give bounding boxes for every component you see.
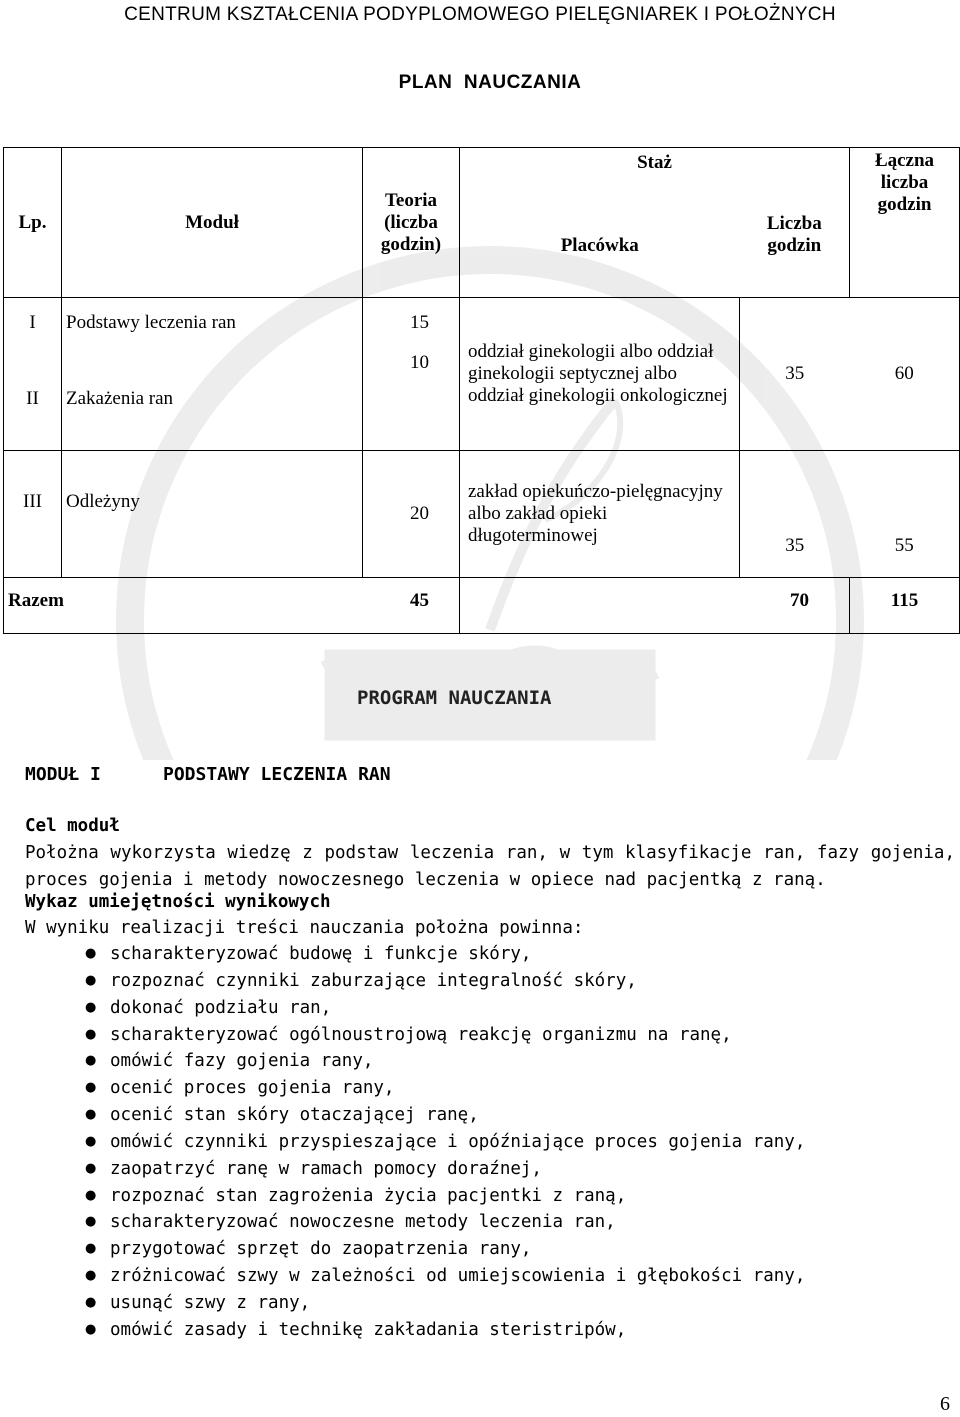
- row-modul: Zakażenia ran: [62, 348, 363, 451]
- bullet-icon: ●: [85, 1268, 97, 1284]
- plan-title: PLAN NAUCZANIA: [398, 72, 582, 93]
- header-modul: Moduł: [62, 148, 363, 298]
- list-item: ● scharakteryzować budowę i funkcje skóry,: [85, 941, 805, 968]
- institution-header: CENTRUM KSZTAŁCENIA PODYPLOMOWEGO PIELĘGNIAREK I POŁOŻNYCH: [124, 4, 836, 25]
- skills-list: [85, 941, 805, 1344]
- bullet-icon: ●: [85, 972, 97, 988]
- cel-heading: Cel moduł: [25, 816, 120, 836]
- header-teoria: Teoria (liczba godzin): [363, 148, 460, 298]
- bullet-icon: ●: [85, 1160, 97, 1176]
- bullet-icon: ●: [85, 946, 97, 961]
- bullet-icon: ●: [85, 1187, 97, 1203]
- razem-staz: 70: [460, 578, 850, 634]
- row-teoria: 15: [363, 298, 460, 348]
- bullet-icon: ●: [85, 1053, 97, 1069]
- plan-table: [3, 147, 960, 634]
- row-liczba-godzin: 35: [740, 298, 850, 451]
- module-title: PODSTAWY LECZENIA RAN: [163, 764, 391, 785]
- bullet-icon: ●: [85, 1321, 97, 1337]
- header-lp: Lp.: [4, 148, 62, 298]
- list-item: ● rozpoznać czynniki zaburzające integralność skóry,: [85, 968, 805, 995]
- bullet-icon: ●: [85, 1294, 97, 1310]
- row-lp: III: [4, 451, 62, 578]
- list-item: ● przygotować sprzęt do zaopatrzenia rany,: [85, 1236, 805, 1263]
- list-item: ● scharakteryzować ogólnoustrojową reakcję organizmu na ranę,: [85, 1022, 805, 1049]
- wykaz-heading: Wykaz umiejętności wynikowych: [25, 892, 331, 912]
- list-item: ● ocenić stan skóry otaczającej ranę,: [85, 1102, 805, 1129]
- list-item: ● zróżnicować szwy w zależności od umiejscowienia i głębokości rany,: [85, 1263, 805, 1290]
- program-title: PROGRAM NAUCZANIA: [357, 687, 552, 709]
- row-liczba-godzin: 35: [740, 451, 850, 578]
- bullet-icon: ●: [85, 1026, 97, 1042]
- page-number: 6: [940, 1393, 950, 1415]
- list-item: ● usunąć szwy z rany,: [85, 1290, 805, 1317]
- list-item: ● zaopatrzyć ranę w ramach pomocy doraźnej,: [85, 1156, 805, 1183]
- row-modul: Odleżyny: [62, 451, 363, 578]
- bullet-icon: ●: [85, 1080, 97, 1096]
- header-staz: Staż: [460, 148, 850, 206]
- bullet-icon: ●: [85, 1133, 97, 1149]
- row-placowka: oddział ginekologii albo oddział ginekologii septycznej albo oddział ginekologii onkologicznej: [460, 298, 740, 451]
- razem-label: Razem: [4, 578, 363, 634]
- module-label: MODUŁ I: [25, 764, 101, 785]
- row-lp: II: [4, 348, 62, 451]
- header-placowka: Placówka: [460, 206, 740, 298]
- list-item: ● scharakteryzować nowoczesne metody leczenia ran,: [85, 1209, 805, 1236]
- razem-teoria: 45: [363, 578, 460, 634]
- wykaz-intro: W wyniku realizacji treści nauczania położna powinna:: [25, 918, 584, 938]
- list-item: ● rozpoznać stan zagrożenia życia pacjentki z raną,: [85, 1183, 805, 1210]
- list-item: ● dokonać podziału ran,: [85, 995, 805, 1022]
- bullet-icon: ●: [85, 1214, 97, 1230]
- bullet-icon: ●: [85, 999, 97, 1015]
- list-item: ● ocenić proces gojenia rany,: [85, 1075, 805, 1102]
- row-modul: Podstawy leczenia ran: [62, 298, 363, 348]
- cel-text: Położna wykorzysta wiedzę z podstaw leczenia ran, w tym klasyfikacje ran, fazy gojenia, proces gojenia i metody nowoczesnego leczenia w opiece nad pacjentką z raną.: [25, 843, 955, 890]
- row-teoria: 20: [363, 451, 460, 578]
- row-laczna: 60: [850, 298, 960, 451]
- header-laczna: Łączna liczba godzin: [850, 148, 960, 298]
- row-laczna: 55: [850, 451, 960, 578]
- row-lp: I: [4, 298, 62, 348]
- row-placowka: zakład opiekuńczo-pielęgnacyjny albo zakład opieki długoterminowej: [460, 451, 740, 578]
- row-teoria: 10: [363, 348, 460, 451]
- bullet-icon: ●: [85, 1241, 97, 1257]
- list-item: ● omówić czynniki przyspieszające i opóźniające proces gojenia rany,: [85, 1129, 805, 1156]
- bullet-icon: ●: [85, 1107, 97, 1123]
- razem-laczna: 115: [850, 578, 960, 634]
- list-item: ● omówić zasady i technikę zakładania steristripów,: [85, 1317, 805, 1344]
- header-liczba-godzin: Liczba godzin: [740, 206, 850, 298]
- list-item: ● omówić fazy gojenia rany,: [85, 1048, 805, 1075]
